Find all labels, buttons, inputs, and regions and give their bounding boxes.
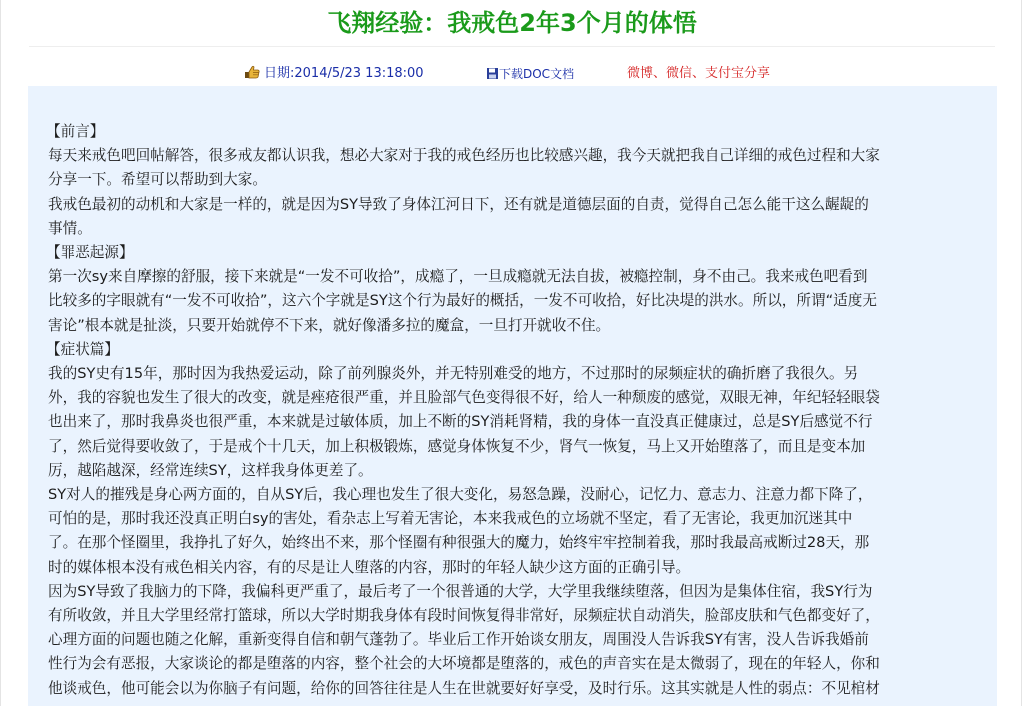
body-line: 每天来戒色吧回帖解答，很多戒友都认识我，想必大家对于我的戒色经历也比较感兴趣，我今天就把我自己详细的戒色过程和大家 xyxy=(48,147,880,165)
body-line: 时的媒体根本没有戒色相关内容，有的尽是让人堕落的内容，那时的年轻人缺少这方面的正确引导。 xyxy=(48,558,691,576)
floppy-disk-icon xyxy=(487,63,498,74)
download-doc-link[interactable] xyxy=(487,62,574,86)
body-line: 害论”根本就是扯淡，只要开始就停不下来，就好像潘多拉的魔盒，一旦打开就收不住。 xyxy=(48,316,611,334)
body-line: 有所收敛，并且大学里经常打篮球，所以大学时期我身体有段时间恢复得非常好，尿频症状自动消失，脸部皮肤和气色都变好了， xyxy=(48,607,880,625)
body-line: 分享一下。希望可以帮助到大家。 xyxy=(48,171,267,189)
body-line: 第一次sy来自摩擦的舒服，接下来就是“一发不可收拾”，成瘾了，一旦成瘾就无法自拔，被瘾控制，身不由己。我来戒色吧看到 xyxy=(48,268,868,286)
body-line: 他谈戒色，他可能会以为你脑子有问题，给你的回答往往是人生在世就要好好享受，及时行乐。这其实就是人性的弱点：不见棺材 xyxy=(48,679,880,697)
body-line: 事情。 xyxy=(48,219,92,237)
article-body xyxy=(28,86,997,706)
body-line: 我戒色最初的动机和大家是一样的，就是因为SY导致了身体江河日下，还有就是道德层面的自责，觉得自己怎么能干这么龌龊的 xyxy=(48,195,869,213)
section-heading-symptoms: 【症状篇】 xyxy=(46,340,119,358)
body-line: 了。在那个怪圈里，我挣扎了好久，始终出不来，那个怪圈有种很强大的魔力，始终牢牢控制着我，那时我最高戒断过28天，那 xyxy=(48,534,870,552)
article-title: 飞翔经验：我戒色2年3个月的体悟 xyxy=(327,9,697,37)
body-line: 可怕的是，那时我还没真正明白sy的害处，看杂志上写着无害论，本来我戒色的立场就不坚定，看了无害论，我更加沉迷其中 xyxy=(48,510,853,528)
section-heading-preface: 【前言】 xyxy=(46,123,105,140)
publish-date-text: 日期:2014/5/23 13:18:00 xyxy=(264,66,424,81)
article-meta-bar xyxy=(1,62,1024,86)
body-line: SY对人的摧残是身心两方面的，自从SY后，我心理也发生了很大变化，易怒急躁，没耐心，记忆力、意志力、注意力都下降了， xyxy=(48,486,873,504)
publish-date xyxy=(244,62,424,86)
body-line: 性行为会有恶报，大家谈论的都是堕落的内容，整个社会的大坏境都是堕落的，戒色的声音实在是太微弱了，现在的年轻人，你和 xyxy=(48,655,880,673)
title-bar xyxy=(29,0,995,47)
download-doc-label: 下载DOC文档 xyxy=(499,67,575,81)
body-line: 心理方面的问题也随之化解，重新变得自信和朝气蓬勃了。毕业后工作开始谈女朋友，周围没人告诉我SY有害，没人告诉我婚前 xyxy=(48,631,869,649)
section-heading-origin: 【罪恶起源】 xyxy=(46,244,134,262)
body-line: 也出来了，那时我鼻炎也很严重，本来就是过敏体质，加上不断的SY消耗肾精，我的身体一直没真正健康过，总是SY后感觉不行 xyxy=(48,413,873,431)
thumbs-up-hand-icon xyxy=(244,64,260,78)
body-line: 厉，越陷越深，经常连续SY，这样我身体更差了。 xyxy=(48,461,373,479)
body-line: 因为SY导致了我脑力的下降，我偏科更严重了，最后考了一个很普通的大学，大学里我继续堕落，但因为是集体住宿，我SY行为 xyxy=(48,582,873,600)
body-line: 外，我的容貌也发生了很大的改变，就是痤疮很严重，并且脸部气色变得很不好，给人一种颓废的感觉，双眼无神，年纪轻轻眼袋 xyxy=(48,389,880,407)
body-line: 我的SY史有15年，那时因为我热爱运动，除了前列腺炎外，并无特别难受的地方，不过那时的尿频症状的确折磨了我很久。另 xyxy=(48,365,859,383)
body-line: 了，然后觉得要收敛了，于是戒个十几天，加上积极锻炼，感觉身体恢复不少，肾气一恢复，马上又开始堕落了，而且是变本加 xyxy=(48,437,866,455)
share-link[interactable]: 微博、微信、支付宝分享 xyxy=(627,66,771,81)
body-line: 比较多的字眼就有“一发不可收拾”，这六个字就是SY这个行为最好的概括，一发不可收拾，好比决堤的洪水。所以，所谓“适度无 xyxy=(48,292,877,310)
